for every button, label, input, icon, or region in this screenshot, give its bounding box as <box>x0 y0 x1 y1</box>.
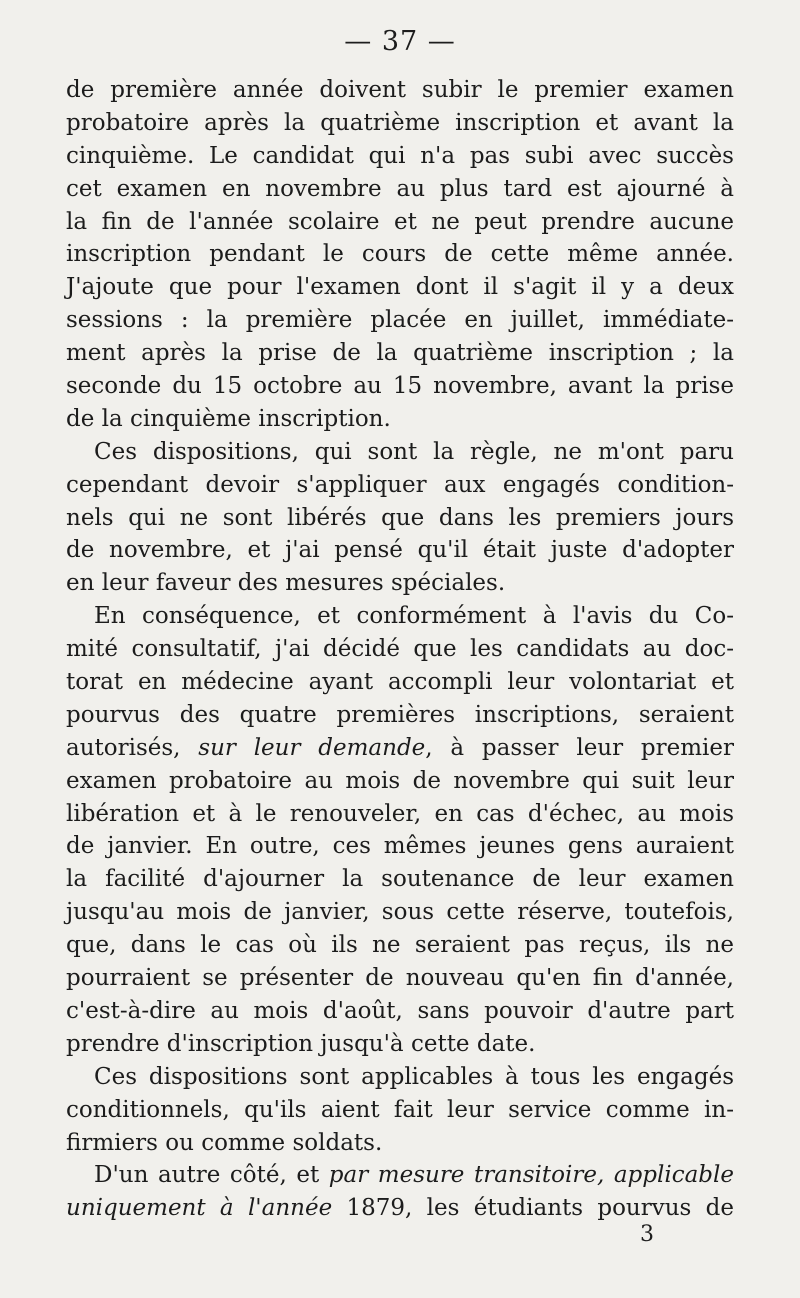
text-line-mixed <box>66 1192 734 1225</box>
text-line: jusqu'au mois de janvier, sous cette réserve, toutefois, <box>66 899 734 926</box>
text-line: de la cinquième inscription. <box>66 405 391 432</box>
body-text <box>66 74 734 1225</box>
text-line: inscription pendant le cours de cette même année. <box>66 241 734 268</box>
text-line: examen probatoire au mois de novembre qui suit leur <box>66 767 734 794</box>
text-line: la facilité d'ajourner la soutenance de leur examen <box>66 866 734 893</box>
text-line: la fin de l'année scolaire et ne peut prendre aucune <box>66 208 734 235</box>
text-segment: autorisés, <box>66 734 199 761</box>
text-line: mité consultatif, j'ai décidé que les candidats au doc- <box>66 636 734 663</box>
text-line: cependant devoir s'appliquer aux engagés condition- <box>66 471 734 498</box>
text-line: En conséquence, et conformément à l'avis du Co- <box>94 603 734 630</box>
text-line: libération et à le renouveler, en cas d'échec, au mois <box>66 800 734 827</box>
text-line: de novembre, et j'ai pensé qu'il était juste d'adopter <box>66 537 734 564</box>
text-line: que, dans le cas où ils ne seraient pas reçus, ils ne <box>66 932 734 959</box>
text-line: ment après la prise de la quatrième inscription ; la <box>66 340 734 367</box>
text-segment: D'un autre côté, et <box>94 1162 329 1189</box>
italic-segment: sur leur demande <box>198 734 426 761</box>
text-line: Ces dispositions sont applicables à tous les engagés <box>94 1063 734 1090</box>
text-line: de janvier. En outre, ces mêmes jeunes gens auraient <box>66 833 734 860</box>
page-number: — 37 — <box>344 26 456 57</box>
signature-mark: 3 <box>640 1222 654 1247</box>
text-line-mixed <box>66 732 734 765</box>
italic-segment: uniquement à l'année <box>66 1195 333 1222</box>
text-line: Ces dispositions, qui sont la règle, ne m'ont paru <box>94 438 734 465</box>
text-line: sessions : la première placée en juillet, immédiate- <box>66 307 734 334</box>
text-line: probatoire après la quatrième inscription et avant la <box>66 109 734 136</box>
text-line: c'est-à-dire au mois d'août, sans pouvoir d'autre part <box>66 997 734 1024</box>
text-line: seconde du 15 octobre au 15 novembre, avant la prise <box>66 373 734 400</box>
text-segment: , à passer leur premier <box>425 734 735 761</box>
text-line: pourraient se présenter de nouveau qu'en fin d'année, <box>66 965 734 992</box>
text-line: cet examen en novembre au plus tard est ajourné à <box>66 175 734 202</box>
text-line: prendre d'inscription jusqu'à cette date. <box>66 1030 536 1057</box>
text-line: nels qui ne sont libérés que dans les premiers jours <box>66 504 734 531</box>
text-segment: 1879, les étudiants pourvus de <box>332 1195 734 1222</box>
text-line: de première année doivent subir le premier examen <box>66 77 734 103</box>
text-line: conditionnels, qu'ils aient fait leur service comme in- <box>66 1096 734 1123</box>
text-line: pourvus des quatre premières inscriptions, seraient <box>66 701 734 728</box>
text-line: firmiers ou comme soldats. <box>66 1129 383 1156</box>
text-line: J'ajoute que pour l'examen dont il s'agit il y a deux <box>66 274 734 301</box>
text-line: en leur faveur des mesures spéciales. <box>66 570 506 597</box>
italic-segment: par mesure transitoire, applicable <box>328 1162 734 1189</box>
text-line-mixed <box>66 1159 734 1192</box>
text-line: torat en médecine ayant accompli leur volontariat et <box>66 669 734 696</box>
text-line: cinquième. Le candidat qui n'a pas subi avec succès <box>66 142 734 169</box>
